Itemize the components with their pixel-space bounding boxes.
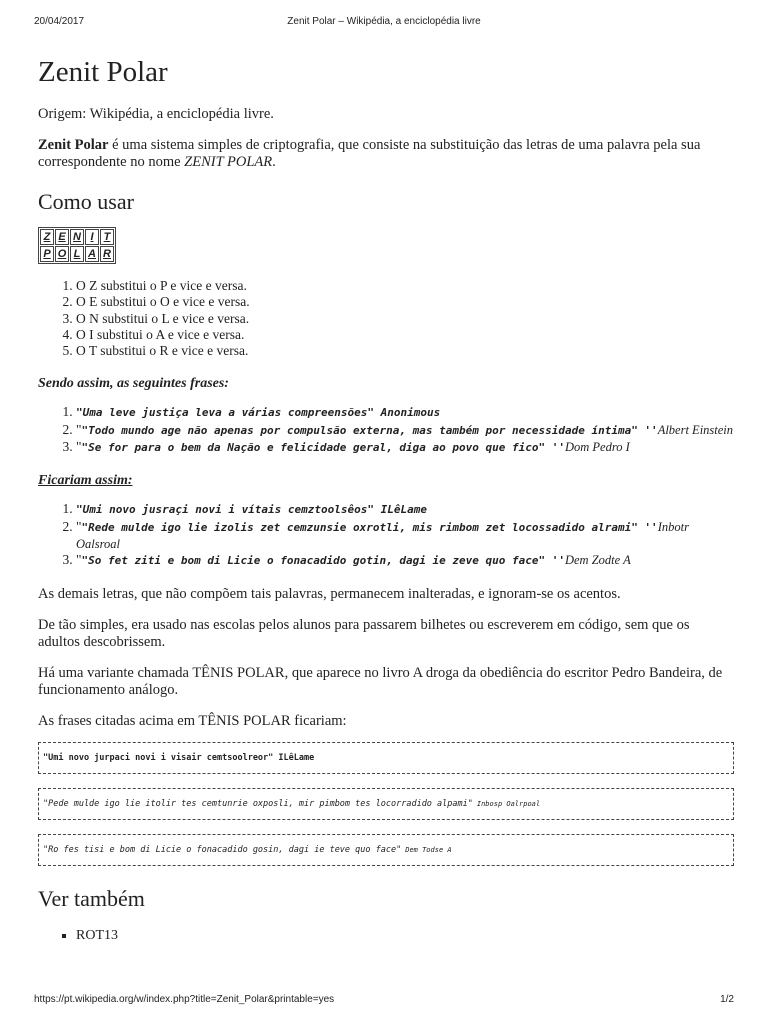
intro-end: . xyxy=(272,154,276,170)
origin-line: Origem: Wikipédia, a enciclopédia livre. xyxy=(38,106,274,122)
phrase-author: Dom Pedro I xyxy=(564,440,630,455)
cipher-cell: P xyxy=(40,246,54,262)
cipher-cell: Z xyxy=(40,229,54,245)
quote-text: "Umi novo jurpaci novi i visair cemtsoolreor" ILêLame xyxy=(43,752,315,763)
print-date: 20/04/2017 xyxy=(34,16,85,27)
rule-item: 3. O N substitui o L e vice e versa. xyxy=(76,311,734,327)
cipher-cell: O xyxy=(55,246,69,262)
subheading-ficariam: Ficariam assim: xyxy=(38,473,133,489)
phrase-item xyxy=(76,552,734,569)
phrase-prefix: " xyxy=(76,439,82,455)
rule-item: 5. O T substitui o R e vice e versa. xyxy=(76,343,734,359)
phrase-item xyxy=(76,439,734,456)
intro-italic: ZENIT POLAR xyxy=(184,154,273,170)
phrase-quote: "Rede mulde igo lie izolis zet cemzunsie oxrotli, mis rimbom zet locossadido alrami" '' xyxy=(81,520,658,534)
subheading-sendo-assim: Sendo assim, as seguintes frases: xyxy=(38,376,229,392)
page-title: Zenit Polar xyxy=(38,56,168,88)
rule-item: 1. O Z substitui o P e vice e versa. xyxy=(76,278,734,294)
section-heading-como-usar: Como usar xyxy=(38,189,134,214)
encoded-phrases-list xyxy=(38,501,734,569)
rule-item: 2. O E substitui o O e vice e versa. xyxy=(76,294,734,310)
article-content xyxy=(38,55,734,944)
cipher-table xyxy=(38,227,116,264)
phrase-item xyxy=(76,519,734,553)
page-number: 1/2 xyxy=(720,994,734,1005)
print-footer xyxy=(34,994,734,1008)
quote-box xyxy=(38,834,734,866)
quote-box xyxy=(38,742,734,774)
see-also-link-rot13[interactable]: ▪ ROT13 xyxy=(76,928,734,944)
intro-bold: Zenit Polar xyxy=(38,137,109,153)
phrase-item xyxy=(76,501,734,518)
phrase-quote: "Uma leve justiça leva a várias compreensões" Anonimous xyxy=(76,406,441,420)
phrase-quote: "Umi novo jusraçi novi i vítais cemztoolsêos" ILêLame xyxy=(76,503,427,517)
cipher-cell: A xyxy=(85,246,99,262)
print-header xyxy=(34,16,734,30)
intro-paragraph xyxy=(38,137,734,171)
phrase-quote: "Se for para o bem da Nação e felicidade geral, diga ao povo que fico" '' xyxy=(81,441,565,455)
quote-text: "Pede mulde igo lie itolir tes cemtunrie oxposli, mir pimbom tes locorradido alpami" xyxy=(43,798,473,809)
phrase-quote: "So fet ziti e bom di Licie o fonacadido gotin, dagi ie zeve quo face" '' xyxy=(81,554,565,568)
section-heading-ver-tambem: Ver também xyxy=(38,885,145,911)
phrase-quote: "Todo mundo age não apenas por compulsão externa, mas também por necessidade íntima" '' xyxy=(81,423,658,437)
phrase-author: Dem Zodte A xyxy=(564,553,631,568)
rules-list xyxy=(38,278,734,359)
phrase-prefix: " xyxy=(76,518,82,534)
phrase-author: Albert Einstein xyxy=(657,422,734,437)
print-title: Zenit Polar – Wikipédia, a enciclopédia livre xyxy=(287,16,481,27)
cipher-row-polar xyxy=(40,246,114,262)
paragraph-tenis-intro: As frases citadas acima em TÊNIS POLAR ficariam: xyxy=(38,712,347,729)
phrase-prefix: " xyxy=(76,552,82,568)
rule-item: 4. O I substitui o A e vice e versa. xyxy=(76,327,734,343)
cipher-cell: N xyxy=(70,229,84,245)
cipher-cell: R xyxy=(100,246,114,262)
paragraph-schools: De tão simples, era usado nas escolas pelos alunos para passarem bilhetes ou escreverem em código, sem que os adultos descobrissem. xyxy=(38,616,690,650)
cipher-cell: L xyxy=(70,246,84,262)
tenis-quotes xyxy=(38,742,734,866)
phrase-item xyxy=(76,404,734,421)
cipher-cell: T xyxy=(100,229,114,245)
paragraph-other-letters: As demais letras, que não compõem tais palavras, permanecem inalteradas, e ignoram-se os acentos. xyxy=(38,585,621,602)
cipher-cell: E xyxy=(55,229,69,245)
cipher-row-zenit xyxy=(40,229,114,245)
see-also-list xyxy=(38,928,734,944)
print-url: https://pt.wikipedia.org/w/index.php?title=Zenit_Polar&printable=yes xyxy=(34,994,335,1005)
cipher-cell: I xyxy=(85,229,99,245)
paragraph-tenis-polar: Há uma variante chamada TÊNIS POLAR, que aparece no livro A droga da obediência do escritor Pedro Bandeira, de funcionamento análogo. xyxy=(38,664,723,698)
intro-text: é uma sistema simples de criptografia, que consiste na substituição das letras de uma palavra pela sua correspondente no nome xyxy=(38,137,701,170)
quote-author: Inbosp Oalrpoal xyxy=(476,799,541,808)
phrase-author: Inbotr Oalsroal xyxy=(76,519,689,551)
quote-author: Dem Todse A xyxy=(405,845,452,854)
phrase-item xyxy=(76,422,734,439)
quote-text: "Ro fes tisi e bom di Licie o fonacadido gosin, dagi ie teve quo face" xyxy=(43,844,402,855)
original-phrases-list xyxy=(38,404,734,456)
quote-box xyxy=(38,788,734,820)
phrase-prefix: " xyxy=(76,421,82,437)
